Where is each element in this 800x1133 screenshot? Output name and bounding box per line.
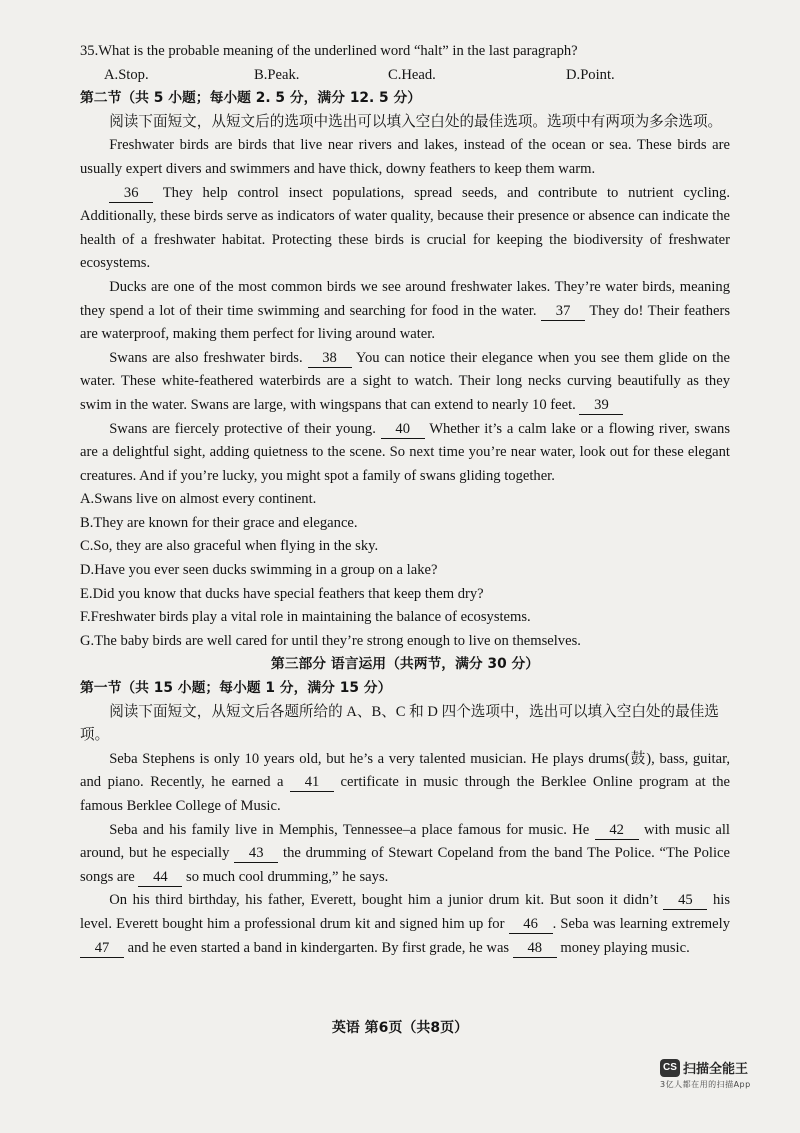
part3-section1-heading: 第一节（共 15 小题；每小题 1 分，满分 15 分）	[80, 680, 392, 697]
blank-44: 44	[138, 868, 182, 887]
blank-47: 47	[80, 939, 124, 958]
section2-instruction: 阅读下面短文，从短文后的选项中选出可以填入空白处的最佳选项。选项中有两项为多余选项。	[109, 113, 723, 130]
q35-option-b: B.Peak.	[254, 66, 300, 83]
page-footer: 英语 第6页（共8页）	[331, 1020, 469, 1036]
part3-instruction: 阅读下面短文，从短文后各题所给的 A、B、C 和 D 四个选项中，选出可以填入空白处的最佳选项。	[80, 703, 719, 744]
section2-option-f: F.Freshwater birds play a vital role in maintaining the balance of ecosystems.	[80, 609, 531, 626]
blank-38: 38	[308, 349, 352, 368]
section2-option-g: G.The baby birds are well cared for until they’re strong enough to live on themselves.	[80, 632, 581, 649]
paragraph-text: Seba and his family live in Memphis, Tennessee–a place famous for music. He	[109, 821, 595, 838]
paragraph-text: Ducks are one of the most common birds we see around freshwater lakes. They’re water birds, meaning they spend a lot of their time swimming and searching for food in the water.	[80, 278, 730, 319]
passage2-paragraph-4	[80, 347, 730, 418]
paragraph-text: and he even started a band in kindergarten. By first grade, he was	[124, 939, 513, 956]
paragraph-text: You can notice their elegance when you see them glide on the water. These white-feathered waterbirds are a sight to watch. Their long necks curving beautifully as they swim in the water. Swans are large, with wingspans that can extend to nearly 10 feet.	[80, 349, 730, 413]
blank-48: 48	[513, 939, 557, 958]
q35-option-a: A.Stop.	[104, 66, 149, 83]
paragraph-text: so much cool drumming,” he says.	[182, 868, 389, 885]
page-content	[80, 40, 730, 960]
section2-option-c: C.So, they are also graceful when flying in the sky.	[80, 538, 379, 555]
blank-45: 45	[663, 891, 707, 910]
section2-heading: 第二节（共 5 小题；每小题 2. 5 分，满分 12. 5 分）	[80, 90, 422, 107]
blank-37: 37	[541, 302, 585, 321]
paragraph-text: money playing music.	[556, 939, 690, 956]
watermark-app-name: 扫描全能王	[683, 1062, 749, 1077]
q35-option-c: C.Head.	[388, 66, 436, 83]
passage3-paragraph-1	[80, 748, 730, 819]
paragraph-text: On his third birthday, his father, Everett, bought him a junior drum kit. But soon it didn’t	[109, 892, 664, 909]
passage3-paragraph-3	[80, 889, 730, 960]
passage2-paragraph-2	[80, 182, 730, 276]
paragraph-text: They do! Their feathers are waterproof, making them perfect for living around water.	[80, 302, 731, 343]
paragraph-text: his level. Everett bought him a professional drum kit and signed him up for	[80, 892, 730, 932]
paragraph-text: the drumming of Stewart Copeland from the band The Police. “The Police songs are	[80, 845, 731, 885]
blank-40: 40	[381, 420, 425, 439]
q35-option-d: D.Point.	[566, 66, 615, 83]
passage2-paragraph-3	[80, 276, 730, 347]
blank-46: 46	[509, 915, 553, 934]
blank-39: 39	[579, 396, 623, 415]
passage2-paragraph-1: Freshwater birds are birds that live near rivers and lakes, instead of the ocean or sea. These birds are usually expert divers and swimmers and have thick, downy feathers to keep them warm.	[80, 137, 730, 177]
passage2-paragraph-5	[80, 418, 730, 489]
paragraph-text: Swans are also freshwater birds.	[109, 349, 308, 366]
paragraph-text: They help control insect populations, spread seeds, and contribute to nutrient cycling. Additionally, these birds serve as indicators of water quality, because their presence or absence can indicate the health of a freshwater habitat. Protecting these birds is crucial for keeping the biodiversity of freshwater ecosystems.	[80, 184, 730, 272]
section2-option-e: E.Did you know that ducks have special feathers that keep them dry?	[80, 585, 484, 602]
part3-heading: 第三部分 语言运用（共两节，满分 30 分）	[270, 656, 540, 673]
paragraph-text: with music all around, but he especially	[80, 821, 730, 862]
blank-41: 41	[290, 773, 334, 792]
blank-36: 36	[109, 184, 153, 203]
camscanner-logo-icon: CS	[660, 1059, 680, 1077]
scanner-watermark	[660, 1058, 780, 1090]
paragraph-text: . Seba was learning extremely	[552, 915, 730, 932]
paragraph-text: Swans are fiercely protective of their young.	[109, 420, 381, 437]
blank-43: 43	[234, 844, 278, 863]
paragraph-text: Seba Stephens is only 10 years old, but he’s a very talented musician. He plays drums(鼓), bass, guitar, and piano. Recently, he earned a	[80, 750, 730, 791]
paragraph-text: Whether it’s a calm lake or a flowing river, swans are a delightful sight, adding quietness to the scene. So next time you’re near water, look out for these elegant creatures. And if you’re lucky, you might spot a family of swans gliding together.	[80, 420, 731, 484]
section2-option-a: A.Swans live on almost every continent.	[80, 491, 317, 508]
section2-option-b: B.They are known for their grace and elegance.	[80, 514, 358, 531]
blank-42: 42	[595, 821, 639, 840]
question-35-options	[80, 64, 730, 88]
question-35-stem: 35.What is the probable meaning of the underlined word “halt” in the last paragraph?	[80, 43, 578, 59]
passage3-paragraph-2	[80, 819, 730, 890]
paragraph-text: certificate in music through the Berklee Online program at the famous Berklee College of Music.	[80, 774, 730, 814]
section2-option-d: D.Have you ever seen ducks swimming in a group on a lake?	[80, 562, 438, 579]
watermark-tagline: 3亿人都在用的扫描App	[660, 1080, 751, 1089]
